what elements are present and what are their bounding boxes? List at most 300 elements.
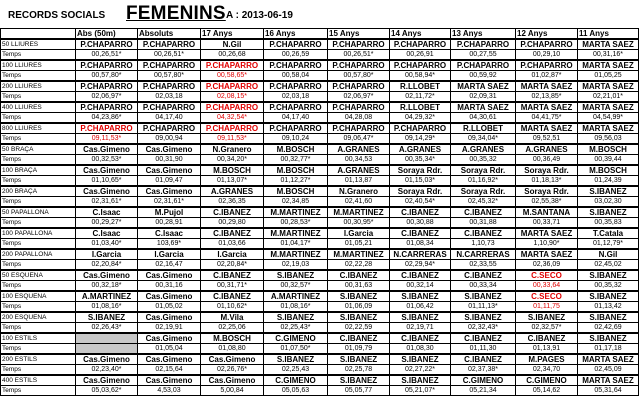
record-time: 01,08,30 [390, 344, 451, 355]
record-time: 02,08,15* [201, 92, 264, 103]
record-time: 5,00,84 [201, 386, 264, 396]
column-header: 14 Anys [390, 29, 451, 40]
swimmer-name: Cas.Gimeno [138, 354, 201, 365]
swimmer-name: P.CHAPARRO [264, 39, 328, 50]
swimmer-name: P.CHAPARRO [516, 39, 578, 50]
record-time: 00,33,34 [451, 281, 516, 292]
swimmer-name: S.IBANEZ [578, 312, 639, 323]
record-time: 02,13,85* [516, 92, 578, 103]
record-time: 00,31,90 [138, 155, 201, 166]
record-time: 02,06,97* [328, 92, 390, 103]
record-time: 02,21,01* [578, 92, 639, 103]
event-label: 200 LLIURES [1, 81, 76, 92]
record-time: 02,32,43* [451, 323, 516, 334]
record-time: 05,31,64 [578, 386, 639, 396]
swimmer-name: M.BOSCH [201, 333, 264, 344]
record-time: 01,17,18 [578, 344, 639, 355]
swimmer-name: A.GRANES [516, 144, 578, 155]
swimmer-name: M.MARTINEZ [264, 249, 328, 260]
record-time: 02,03,18 [138, 92, 201, 103]
record-times-row [1, 386, 639, 396]
record-time: 02,25,43 [264, 365, 328, 376]
record-time: 02,20,84* [201, 260, 264, 271]
record-time: 00,35,34* [390, 155, 451, 166]
record-time: 00,28,91 [138, 218, 201, 229]
swimmer-name: Cas.Gimeno [201, 354, 264, 365]
record-time [76, 344, 138, 355]
record-time: 00,31,63 [328, 281, 390, 292]
swimmer-name: Cas.Gimeno [138, 186, 201, 197]
record-time: 02,34,70 [516, 365, 578, 376]
record-time: 01,11,30 [451, 344, 516, 355]
record-time: 04,17,40 [138, 113, 201, 124]
swimmer-name: M.BOSCH [578, 144, 639, 155]
swimmer-name: R.LLOBET [390, 81, 451, 92]
record-time: 05,14,62 [516, 386, 578, 396]
swimmer-name: P.CHAPARRO [516, 60, 578, 71]
swimmer-name: M.MARTINEZ [264, 207, 328, 218]
swimmer-name: C.IBANEZ [201, 270, 264, 281]
swimmer-name: Cas.Gimeno [201, 375, 264, 386]
swimmer-name: MARTA SAEZ [516, 228, 578, 239]
swimmer-name: P.CHAPARRO [76, 81, 138, 92]
time-label: Temps [1, 344, 76, 355]
swimmer-name: P.CHAPARRO [138, 81, 201, 92]
record-names-row [1, 207, 639, 218]
record-time: 01,06,09 [328, 302, 390, 313]
swimmer-name: Cas.Gimeno [138, 144, 201, 155]
swimmer-name: S.IBANEZ [390, 291, 451, 302]
record-times-row [1, 260, 639, 271]
swimmer-name: MARTA SAEZ [578, 375, 639, 386]
swimmer-name: P.CHAPARRO [201, 81, 264, 92]
record-time: 01,02,87* [516, 71, 578, 82]
record-time: 00,36,49 [516, 155, 578, 166]
record-time: 01,08,80 [201, 344, 264, 355]
event-label: 400 LLIURES [1, 102, 76, 113]
record-time: 00,35,32 [451, 155, 516, 166]
event-label: 100 ESTILS [1, 333, 76, 344]
time-label: Temps [1, 239, 76, 250]
time-label: Temps [1, 155, 76, 166]
swimmer-name: MARTA SAEZ [451, 81, 516, 92]
swimmer-name: S.IBANEZ [328, 312, 390, 323]
swimmer-name: P.CHAPARRO [201, 60, 264, 71]
header-row [1, 29, 639, 40]
swimmer-name: P.CHAPARRO [451, 60, 516, 71]
record-times-row [1, 155, 639, 166]
page-title [0, 0, 640, 26]
swimmer-name: P.CHAPARRO [264, 102, 328, 113]
swimmer-name: C.IBANEZ [201, 207, 264, 218]
record-time: 00,27,55 [451, 50, 516, 61]
column-header: 17 Anys [201, 29, 264, 40]
record-time: 00,59,92 [451, 71, 516, 82]
swimmer-name: N.Gil [201, 39, 264, 50]
swimmer-name: A.GRANES [328, 165, 390, 176]
swimmer-name: C.IBANEZ [201, 291, 264, 302]
record-time: 02,40,54* [390, 197, 451, 208]
time-label: Temps [1, 260, 76, 271]
record-time: 01,13,42 [578, 302, 639, 313]
swimmer-name: P.CHAPARRO [138, 39, 201, 50]
swimmer-name: C.IBANEZ [516, 333, 578, 344]
swimmer-name: S.IBANEZ [328, 375, 390, 386]
record-time: 00,30,88 [390, 218, 451, 229]
swimmer-name: A.GRANES [390, 144, 451, 155]
swimmer-name: MARTA SAEZ [578, 102, 639, 113]
swimmer-name: C.IBANEZ [451, 228, 516, 239]
swimmer-name: C.Isaac [76, 207, 138, 218]
record-time: 00,26,51* [328, 50, 390, 61]
swimmer-name: S.IBANEZ [390, 312, 451, 323]
swimmer-name: N.Gil [578, 249, 639, 260]
record-time: 01,12,79* [578, 239, 639, 250]
swimmer-name: MARTA SAEZ [516, 123, 578, 134]
record-time: 00,31,16 [138, 281, 201, 292]
swimmer-name: MARTA SAEZ [516, 81, 578, 92]
record-time: 01,13,87 [328, 176, 390, 187]
record-times-row [1, 134, 639, 145]
record-time: 00,32,77* [264, 155, 328, 166]
swimmer-name: S.IBANEZ [264, 312, 328, 323]
swimmer-name: C.GIMENO [264, 375, 328, 386]
record-time: 103,69* [138, 239, 201, 250]
record-names-row [1, 270, 639, 281]
swimmer-name: Cas.Gimeno [76, 354, 138, 365]
swimmer-name: C.GIMENO [516, 375, 578, 386]
record-names-row [1, 165, 639, 176]
record-time: 00,31,88 [451, 218, 516, 229]
record-names-row [1, 186, 639, 197]
swimmer-name: M.Vila [201, 312, 264, 323]
time-label: Temps [1, 50, 76, 61]
swimmer-name: Cas.Gimeno [138, 165, 201, 176]
record-time: 00,34,53 [328, 155, 390, 166]
swimmer-name: S.IBANEZ [578, 333, 639, 344]
record-times-row [1, 218, 639, 229]
record-time: 02,37,38* [451, 365, 516, 376]
record-time: 00,33,71 [516, 218, 578, 229]
swimmer-name: M.MARTINEZ [264, 228, 328, 239]
swimmer-name: P.CHAPARRO [76, 39, 138, 50]
swimmer-name: M.MARTINEZ [328, 207, 390, 218]
event-label: 400 ESTILS [1, 375, 76, 386]
event-label: 200 PAPALLONA [1, 249, 76, 260]
record-times-row [1, 344, 639, 355]
record-time: 00,58,94* [390, 71, 451, 82]
record-time: 04,28,08 [328, 113, 390, 124]
title-suffix: A : 2013-06-19 [226, 10, 293, 21]
event-label: 100 BRAÇA [1, 165, 76, 176]
record-time: 02,19,91 [138, 323, 201, 334]
record-time: 00,58,65* [201, 71, 264, 82]
event-label: 50 ESQUENA [1, 270, 76, 281]
swimmer-name: P.CHAPARRO [264, 81, 328, 92]
record-time: 05,21,34 [451, 386, 516, 396]
title-main: FEMENINS [126, 3, 226, 24]
swimmer-name: Soraya Rdr. [516, 165, 578, 176]
record-time: 02,42,69 [578, 323, 639, 334]
record-time: 00,32,53* [76, 155, 138, 166]
swimmer-name: M.Pujol [138, 207, 201, 218]
record-time: 02,23,40* [76, 365, 138, 376]
column-header: 13 Anys [451, 29, 516, 40]
swimmer-name: P.CHAPARRO [328, 81, 390, 92]
record-names-row [1, 39, 639, 50]
record-time: 00,29,27* [76, 218, 138, 229]
column-header: 15 Anys [328, 29, 390, 40]
record-time: 00,29,10 [516, 50, 578, 61]
record-time: 01,13,91 [516, 344, 578, 355]
record-time: 00,33,64 [516, 281, 578, 292]
record-names-row [1, 228, 639, 239]
record-time: 00,31,16* [578, 50, 639, 61]
record-time: 00,26,91 [390, 50, 451, 61]
record-time: 02,22,28 [328, 260, 390, 271]
time-label: Temps [1, 197, 76, 208]
swimmer-name: M.BOSCH [201, 165, 264, 176]
record-time: 00,39,44 [578, 155, 639, 166]
header-corner [1, 29, 76, 40]
record-time: 02,06,97* [76, 92, 138, 103]
record-time: 01,04,17* [264, 239, 328, 250]
record-time: 01,11,75 [516, 302, 578, 313]
record-times-row [1, 239, 639, 250]
swimmer-name: Cas.Gimeno [138, 291, 201, 302]
record-time: 02,45,32* [451, 197, 516, 208]
record-time: 00,32,57* [264, 281, 328, 292]
column-header: Absoluts [138, 29, 201, 40]
swimmer-name: C.IBANEZ [328, 270, 390, 281]
record-time: 01,08,34 [390, 239, 451, 250]
record-time: 01,13,07* [201, 176, 264, 187]
swimmer-name: C.IBANEZ [390, 333, 451, 344]
swimmer-name [76, 333, 138, 344]
swimmer-name: Soraya Rdr. [390, 186, 451, 197]
record-time: 04,23,86* [76, 113, 138, 124]
record-time: 00,30,95* [328, 218, 390, 229]
event-label: 800 LLIURES [1, 123, 76, 134]
swimmer-name: M.MARTINEZ [328, 249, 390, 260]
swimmer-name: C.IBANEZ [390, 207, 451, 218]
swimmer-name: C.IBANEZ [451, 354, 516, 365]
record-time: 02,09,31 [451, 92, 516, 103]
record-time: 00,58,04 [264, 71, 328, 82]
swimmer-name: MARTA SAEZ [578, 60, 639, 71]
swimmer-name: S.IBANEZ [328, 354, 390, 365]
swimmer-name: P.CHAPARRO [138, 60, 201, 71]
swimmer-name: MARTA SAEZ [578, 354, 639, 365]
swimmer-name: N.CARRERAS [451, 249, 516, 260]
record-time: 01,10,62* [201, 302, 264, 313]
swimmer-name: P.CHAPARRO [390, 60, 451, 71]
swimmer-name: MARTA SAEZ [578, 39, 639, 50]
swimmer-name: P.CHAPARRO [451, 39, 516, 50]
record-time: 04,17,40 [264, 113, 328, 124]
record-time: 02,25,43* [264, 323, 328, 334]
swimmer-name: A.GRANES [201, 186, 264, 197]
record-names-row [1, 375, 639, 386]
swimmer-name: S.IBANEZ [328, 291, 390, 302]
record-time: 09,14,29* [390, 134, 451, 145]
record-time: 01,06,42 [390, 302, 451, 313]
record-names-row [1, 291, 639, 302]
record-time: 00,35,83 [578, 218, 639, 229]
record-time: 05,03,62* [76, 386, 138, 396]
swimmer-name: R.LLOBET [390, 102, 451, 113]
record-time: 01,09,47 [138, 176, 201, 187]
record-time: 02,19,71 [390, 323, 451, 334]
record-time: 04,41,75* [516, 113, 578, 124]
record-names-row [1, 312, 639, 323]
swimmer-name: P.CHAPARRO [138, 102, 201, 113]
swimmer-name: A.MARTINEZ [76, 291, 138, 302]
swimmer-name: M.BOSCH [264, 144, 328, 155]
record-time: 00,32,14 [390, 281, 451, 292]
record-time: 02,26,43* [76, 323, 138, 334]
time-label: Temps [1, 365, 76, 376]
swimmer-name: S.IBANEZ [578, 186, 639, 197]
record-time: 4,53,03 [138, 386, 201, 396]
record-time: 02,36,35 [201, 197, 264, 208]
swimmer-name: P.CHAPARRO [201, 102, 264, 113]
record-time: 01,07,50* [264, 344, 328, 355]
record-time: 02,45,09 [578, 365, 639, 376]
swimmer-name: P.CHAPARRO [264, 123, 328, 134]
swimmer-name: M.BOSCH [264, 186, 328, 197]
record-time: 02,55,38* [516, 197, 578, 208]
record-time: 09,10,24 [264, 134, 328, 145]
swimmer-name: P.CHAPARRO [328, 123, 390, 134]
swimmer-name: S.IBANEZ [76, 312, 138, 323]
swimmer-name: MARTA SAEZ [578, 123, 639, 134]
event-label: 50 BRAÇA [1, 144, 76, 155]
event-label: 50 LLIURES [1, 39, 76, 50]
record-names-row [1, 144, 639, 155]
event-label: 50 PAPALLONA [1, 207, 76, 218]
record-time: 01,05,02 [138, 302, 201, 313]
record-time: 00,57,80* [328, 71, 390, 82]
time-label: Temps [1, 281, 76, 292]
swimmer-name: P.CHAPARRO [76, 102, 138, 113]
record-time: 02,16,47 [138, 260, 201, 271]
record-times-row [1, 92, 639, 103]
swimmer-name: S.IBANEZ [390, 375, 451, 386]
swimmer-name: P.CHAPARRO [76, 60, 138, 71]
swimmer-name: I.Garcia [328, 228, 390, 239]
record-time: 09,11,53* [76, 134, 138, 145]
time-label: Temps [1, 302, 76, 313]
swimmer-name: P.CHAPARRO [138, 123, 201, 134]
record-names-row [1, 60, 639, 71]
record-time: 1,10,90* [516, 239, 578, 250]
swimmer-name: S.IBANEZ [516, 312, 578, 323]
swimmer-name: M.BOSCH [578, 165, 639, 176]
record-time: 00,28,53* [264, 218, 328, 229]
swimmer-name: C.IBANEZ [328, 333, 390, 344]
record-time: 1,10,73 [451, 239, 516, 250]
record-names-row [1, 102, 639, 113]
swimmer-name: N.CARRERAS [390, 249, 451, 260]
record-time: 05,05,77 [328, 386, 390, 396]
record-times-row [1, 176, 639, 187]
time-label: Temps [1, 218, 76, 229]
record-times-row [1, 302, 639, 313]
swimmer-name: S.IBANEZ [451, 291, 516, 302]
swimmer-name: T.Catala [578, 228, 639, 239]
record-time: 02,22,59 [328, 323, 390, 334]
record-time: 04,32,54* [201, 113, 264, 124]
swimmer-name: MARTA SAEZ [516, 249, 578, 260]
swimmer-name: Cas.Gimeno [76, 375, 138, 386]
swimmer-name: P.CHAPARRO [201, 123, 264, 134]
time-label: Temps [1, 134, 76, 145]
swimmer-name: C.IBANEZ [201, 228, 264, 239]
record-time: 02,33,55 [451, 260, 516, 271]
record-time: 01,12,27* [264, 176, 328, 187]
swimmer-name: N.Granero [201, 144, 264, 155]
record-time: 02,03,18 [264, 92, 328, 103]
swimmer-name: S.IBANEZ [578, 291, 639, 302]
record-time: 02,34,85 [264, 197, 328, 208]
swimmer-name: C.Isaac [76, 228, 138, 239]
swimmer-name: P.CHAPARRO [328, 39, 390, 50]
record-time: 01,11,13* [451, 302, 516, 313]
swimmer-name: C.IBANEZ [451, 270, 516, 281]
swimmer-name: C.IBANEZ [451, 333, 516, 344]
swimmer-name: S.IBANEZ [578, 270, 639, 281]
record-time: 04,54,99* [578, 113, 639, 124]
swimmer-name: P.CHAPARRO [328, 60, 390, 71]
swimmer-name: A.GRANES [328, 144, 390, 155]
record-time: 02,15,64 [138, 365, 201, 376]
record-time: 00,26,68 [201, 50, 264, 61]
record-time: 02,36,09 [516, 260, 578, 271]
column-header: Abs (50m) [76, 29, 138, 40]
swimmer-name: S.IBANEZ [578, 207, 639, 218]
record-time: 09,00,94 [138, 134, 201, 145]
record-time: 09,06,47* [328, 134, 390, 145]
record-time: 00,57,80* [76, 71, 138, 82]
record-time: 01,24,39 [578, 176, 639, 187]
record-time: 09,52,51 [516, 134, 578, 145]
record-time: 00,26,51* [138, 50, 201, 61]
column-header: 12 Anys [516, 29, 578, 40]
record-time: 02,32,57* [516, 323, 578, 334]
column-header: 16 Anys [264, 29, 328, 40]
swimmer-name: C.GIMENO [264, 333, 328, 344]
swimmer-name: Cas.Gimeno [138, 312, 201, 323]
event-label: 200 ESQUENA [1, 312, 76, 323]
swimmer-name: S.IBANEZ [390, 354, 451, 365]
record-time: 00,32,18* [76, 281, 138, 292]
swimmer-name: P.CHAPARRO [328, 102, 390, 113]
record-time: 02,20,84* [76, 260, 138, 271]
swimmer-name: C.Isaac [138, 228, 201, 239]
record-times-row [1, 113, 639, 124]
column-header: 11 Anys [578, 29, 639, 40]
record-time: 01,03,66 [201, 239, 264, 250]
record-time: 01,15,03* [390, 176, 451, 187]
swimmer-name: S.IBANEZ [264, 354, 328, 365]
record-time: 00,34,20* [201, 155, 264, 166]
record-time: 05,21,07* [390, 386, 451, 396]
record-time: 00,29,80 [201, 218, 264, 229]
record-times-row [1, 365, 639, 376]
time-label: Temps [1, 92, 76, 103]
swimmer-name: C.SECO [516, 291, 578, 302]
